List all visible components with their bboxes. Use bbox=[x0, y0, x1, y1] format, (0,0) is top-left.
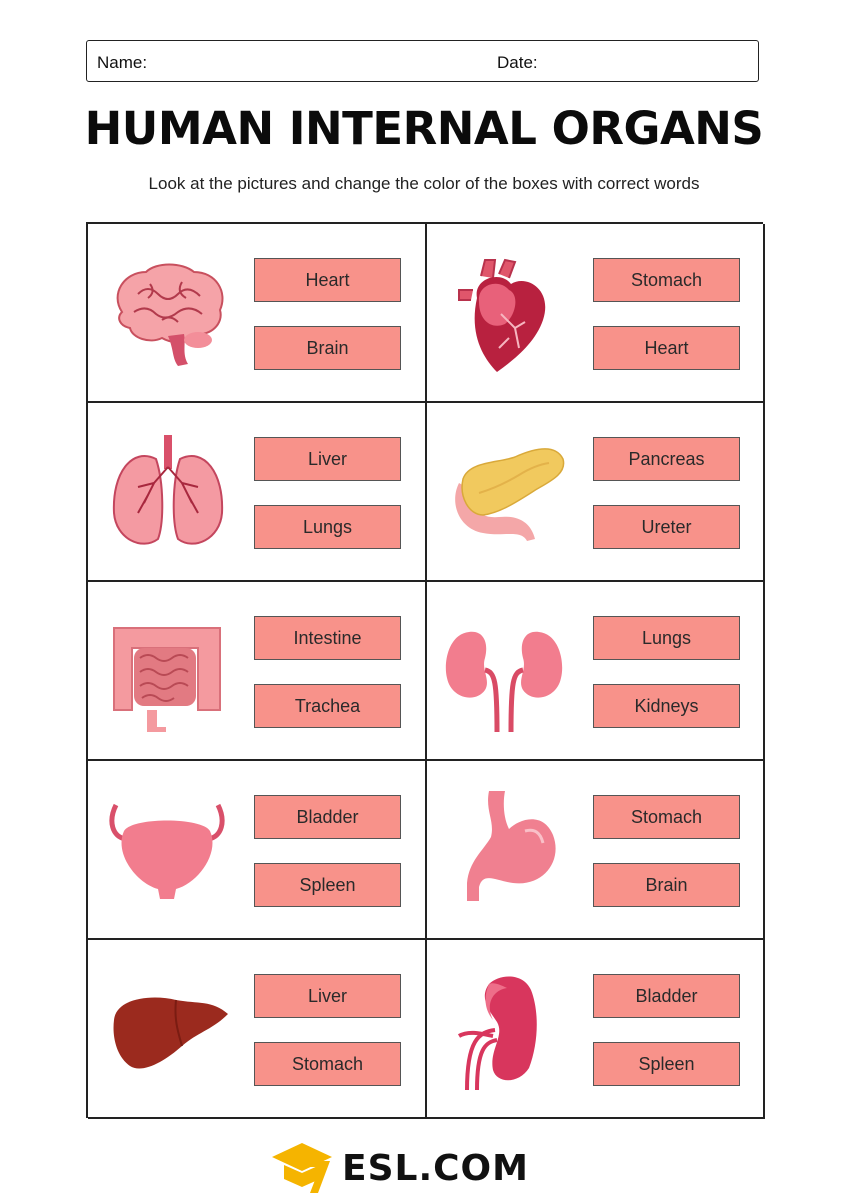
cell-7 bbox=[88, 761, 427, 940]
option-button[interactable]: Bladder bbox=[254, 795, 401, 839]
option-button[interactable]: Lungs bbox=[593, 616, 740, 660]
option-button[interactable]: Brain bbox=[593, 863, 740, 907]
bladder-icon bbox=[102, 791, 232, 911]
option-button[interactable]: Ureter bbox=[593, 505, 740, 549]
option-button[interactable]: Pancreas bbox=[593, 437, 740, 481]
stomach-icon bbox=[439, 791, 569, 911]
cell-4 bbox=[427, 403, 765, 582]
option-button[interactable]: Heart bbox=[593, 326, 740, 370]
option-button[interactable]: Intestine bbox=[254, 616, 401, 660]
lungs-icon bbox=[102, 433, 232, 553]
option-button[interactable]: Bladder bbox=[593, 974, 740, 1018]
cell-8 bbox=[427, 761, 765, 940]
option-button[interactable]: Spleen bbox=[593, 1042, 740, 1086]
intestine-icon bbox=[102, 612, 232, 732]
graduation-cap-7-logo-icon bbox=[270, 1141, 336, 1195]
option-button[interactable]: Spleen bbox=[254, 863, 401, 907]
pancreas-icon bbox=[439, 433, 569, 553]
cell-9 bbox=[88, 940, 427, 1119]
cell-6 bbox=[427, 582, 765, 761]
option-button[interactable]: Stomach bbox=[593, 795, 740, 839]
date-label: Date: bbox=[497, 53, 538, 72]
cell-2 bbox=[427, 224, 765, 403]
option-button[interactable]: Brain bbox=[254, 326, 401, 370]
option-button[interactable]: Stomach bbox=[593, 258, 740, 302]
brand-text[interactable]: ESL.COM bbox=[342, 1147, 529, 1189]
kidneys-icon bbox=[439, 612, 569, 732]
cell-10 bbox=[427, 940, 765, 1119]
option-button[interactable]: Kidneys bbox=[593, 684, 740, 728]
cell-1 bbox=[88, 224, 427, 403]
heart-icon bbox=[439, 254, 569, 374]
option-button[interactable]: Liver bbox=[254, 437, 401, 481]
option-button[interactable]: Heart bbox=[254, 258, 401, 302]
name-date-bar bbox=[86, 40, 759, 82]
cell-5 bbox=[88, 582, 427, 761]
footer-brand bbox=[270, 1140, 529, 1196]
option-button[interactable]: Trachea bbox=[254, 684, 401, 728]
option-button[interactable]: Lungs bbox=[254, 505, 401, 549]
option-button[interactable]: Liver bbox=[254, 974, 401, 1018]
cell-3 bbox=[88, 403, 427, 582]
option-button[interactable]: Stomach bbox=[254, 1042, 401, 1086]
name-label: Name: bbox=[97, 53, 148, 72]
page-title: HUMAN INTERNAL ORGANS bbox=[84, 102, 764, 155]
organ-grid bbox=[86, 222, 763, 1118]
brain-icon bbox=[102, 254, 232, 374]
spleen-icon bbox=[439, 970, 569, 1090]
instructions: Look at the pictures and change the color of the boxes with correct words bbox=[148, 174, 700, 193]
liver-icon bbox=[102, 970, 232, 1090]
